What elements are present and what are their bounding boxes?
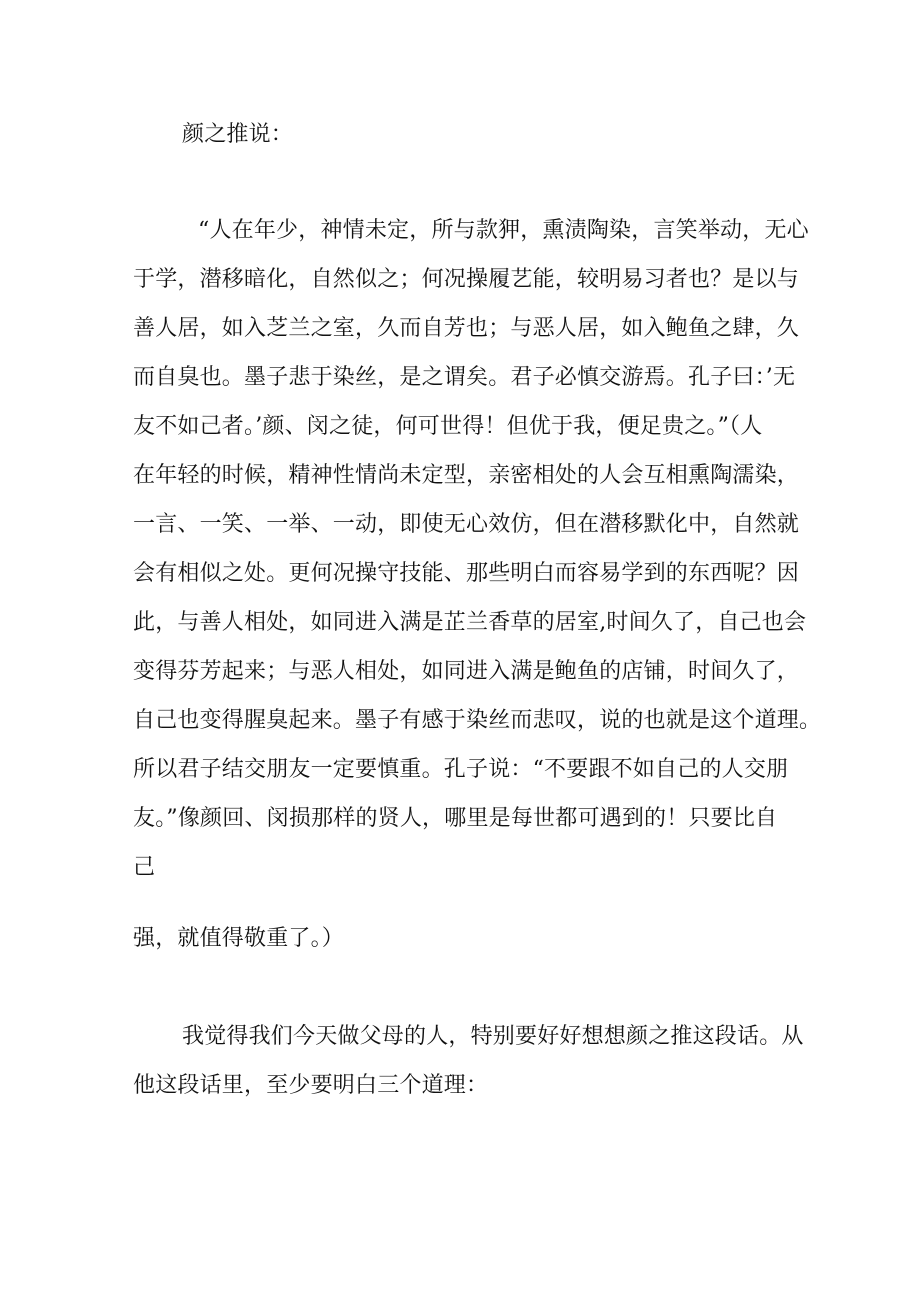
quote-line: 友。”像颜回、闵损那样的贤人，哪里是每世都可遇到的！只要比自 [133,806,778,831]
quote-line: 所以君子结交朋友一定要慎重。孔子说：“不要跟不如自己的人交朋 [133,757,789,782]
quote-line: 而自臭也。墨子悲于染丝，是之谓矣。君子必慎交游焉。孔子曰：’无 [133,365,796,390]
closing-line: 我觉得我们今天做父母的人，特别要好好想想颜之推这段话。从 [182,1024,804,1049]
quote-line: 一言、一笑、一举、一动，即使无心效仿，但在潜移默化中，自然就 [133,512,800,537]
quote-line: “人在年少，神情未定，所与款狎，熏渍陶染，言笑举动，无心 [198,218,809,243]
quote-line: 会有相似之处。更何况操守技能、那些明白而容易学到的东西呢？因 [133,561,800,586]
quote-line: 善人居，如入芝兰之室，久而自芳也；与恶人居，如入鲍鱼之肆，久 [133,316,800,341]
quote-line: 己 [133,855,156,880]
quote-line: 变得芬芳起来；与恶人相处，如同进入满是鲍鱼的店铺，时间久了， [133,659,800,684]
continuation-line: 强，就值得敬重了。） [133,926,345,951]
quote-line: 友不如己者。’颜、闵之徒，何可世得！但优于我，便足贵之。”（人 [133,414,763,439]
quote-line: 于学，潜移暗化，自然似之；何况操履艺能，较明易习者也？是以与 [133,267,800,292]
quote-line: 此，与善人相处，如同进入满是芷兰香草的居室,时间久了，自己也会 [133,610,807,635]
quote-line: 在年轻的时候，精神性情尚未定型，亲密相处的人会互相熏陶濡染， [133,463,800,488]
closing-line: 他这段话里，至少要明白三个道理： [133,1073,489,1098]
heading-line: 颜之推说： [182,122,294,147]
quote-line: 自己也变得腥臭起来。墨子有感于染丝而悲叹，说的也就是这个道理。 [133,708,822,733]
